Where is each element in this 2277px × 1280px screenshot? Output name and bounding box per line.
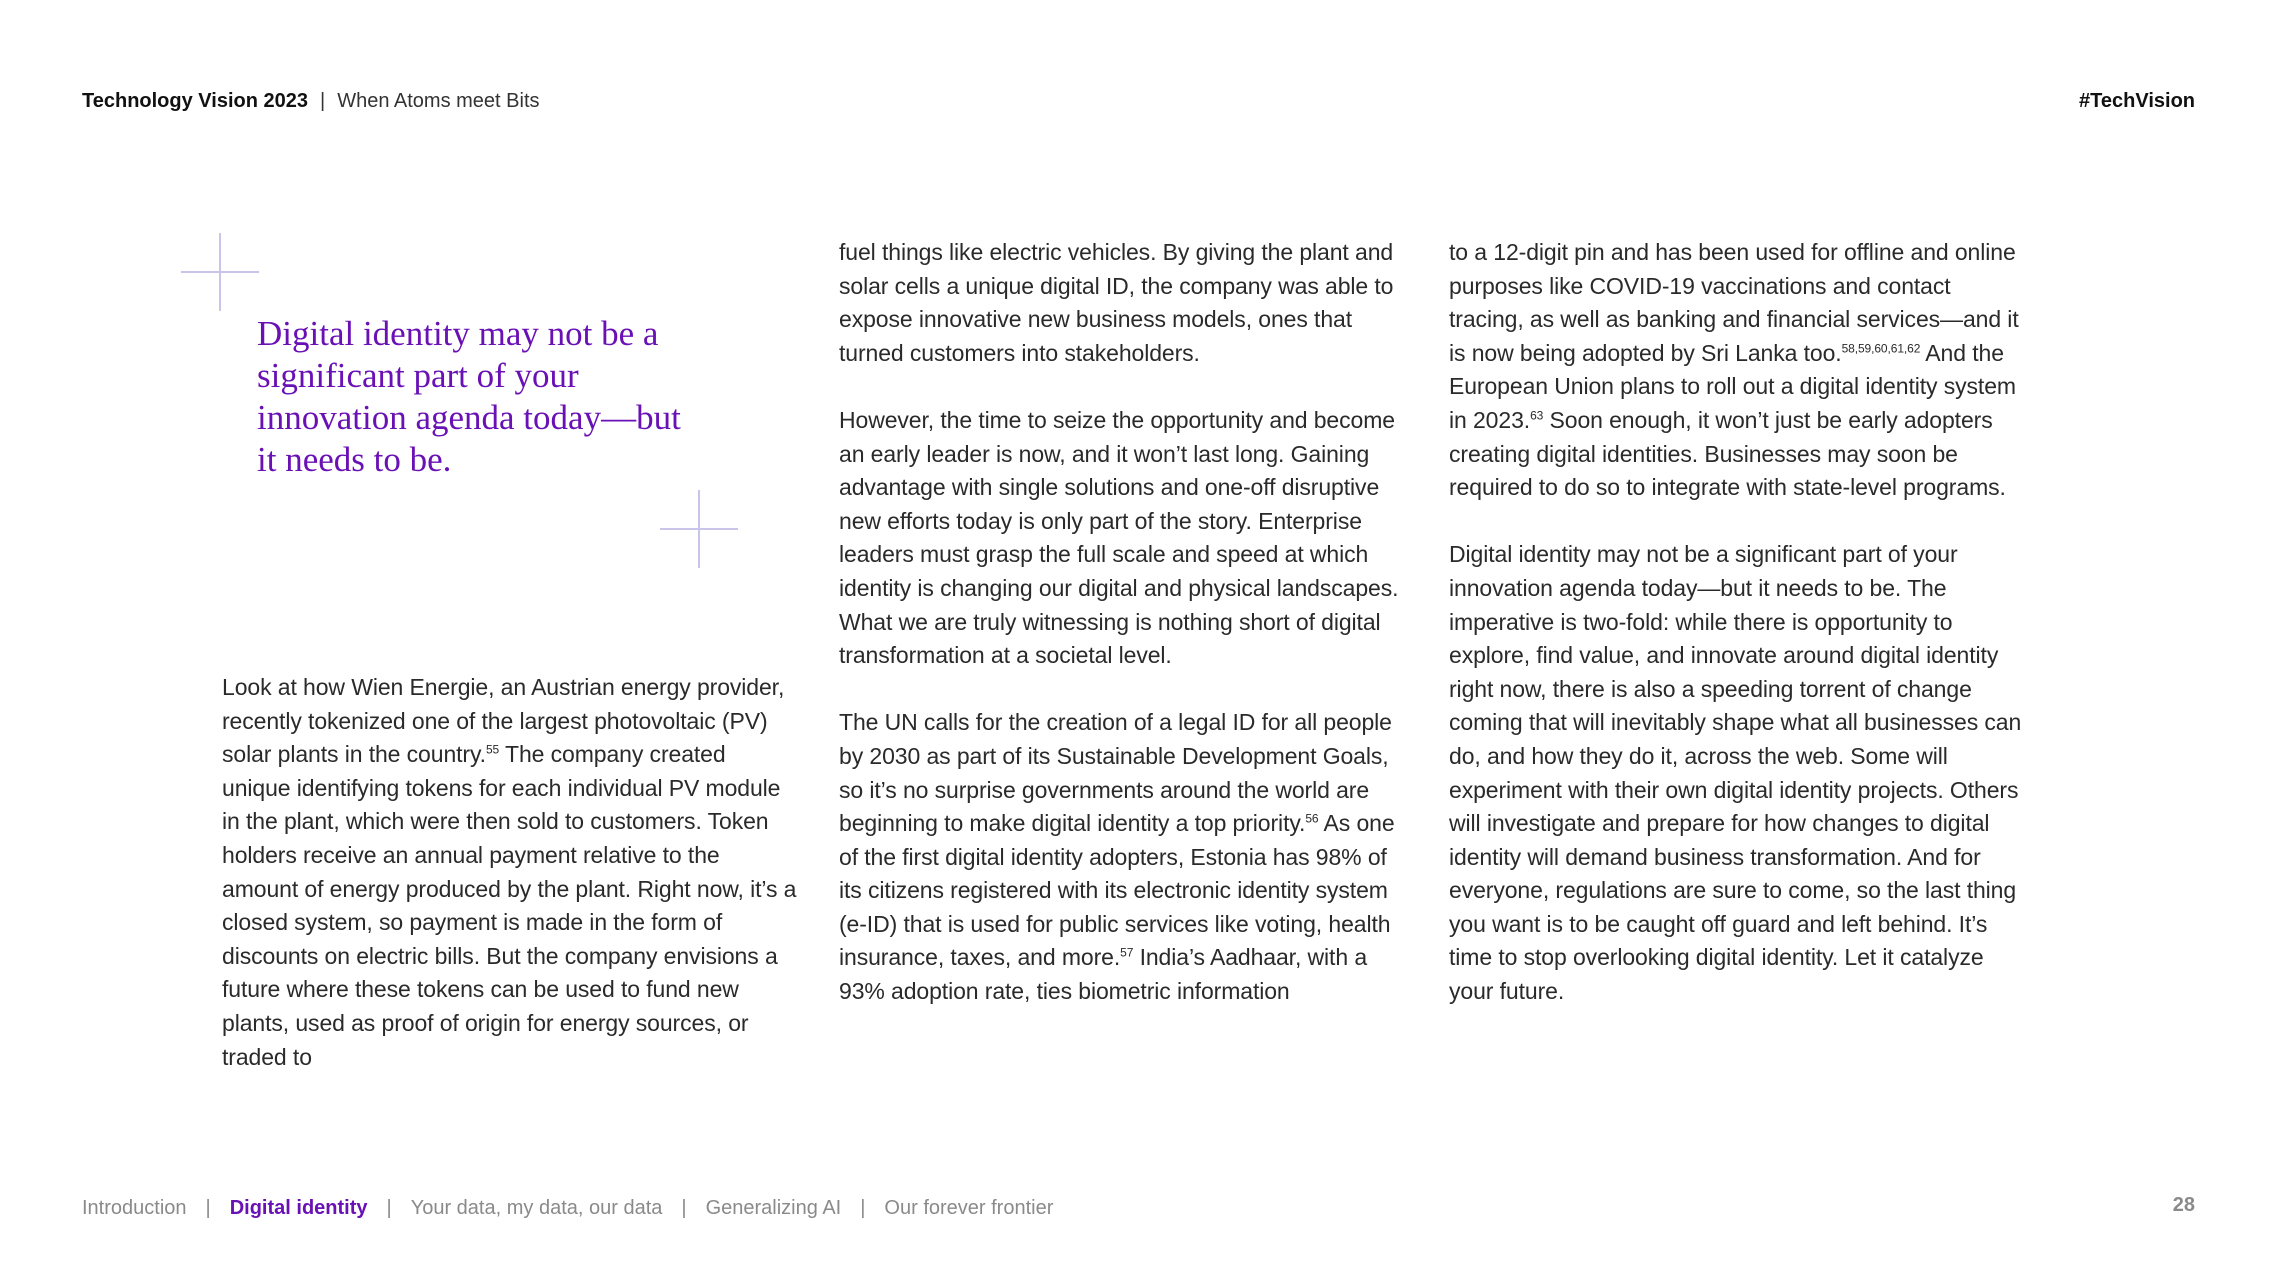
footnote-ref[interactable]: 57 <box>1120 945 1134 960</box>
text-run: The company created unique identifying tokens for each individual PV module in the plant, which were then sold to customers. Token holders receive an annual payment relative to the amount of energy produced by the plant. Right now, it’s a closed system, so payment is made in the form of discounts on electric bills. But the company envisions a future where these tokens can be used to fund new plants, used as proof of origin for energy sources, or traded to <box>222 741 797 1070</box>
nav-separator: | <box>205 1196 211 1219</box>
paragraph <box>839 706 1414 1008</box>
nav-item-introduction[interactable]: Introduction <box>82 1196 187 1219</box>
header-left <box>82 90 540 113</box>
text-column-3 <box>1449 236 2024 1009</box>
text-run: Look at how Wien Energie, an Austrian energy provider, recently tokenized one of the largest photovoltaic (PV) solar plants in the country. <box>222 674 785 768</box>
text-run: And the European Union plans to roll out a digital identity system in 2023. <box>1449 339 2016 433</box>
nav-item-digital-identity[interactable]: Digital identity <box>229 1196 368 1219</box>
page-number: 28 <box>2172 1194 2195 1216</box>
nav-item-forever-frontier[interactable]: Our forever frontier <box>884 1196 1054 1219</box>
text-run: As one of the first digital identity adopters, Estonia has 98% of its citizens registered with its electronic identity system (e-ID) that is used for public services like voting, health insurance, taxes, and more. <box>839 810 1395 971</box>
text-run: Soon enough, it won’t just be early adopters creating digital identities. Businesses may soon be required to do so to integrate with state-level programs. <box>1449 406 2006 501</box>
nav-separator: | <box>681 1196 687 1219</box>
text-run: to a 12-digit pin and has been used for offline and online purposes like COVID-19 vaccinations and contact tracing, as well as banking and financial services—and it is now being adopted by Sri Lanka too. <box>1449 239 2019 366</box>
nav-separator: | <box>860 1196 866 1219</box>
footnote-ref[interactable]: 55 <box>485 742 500 757</box>
header-separator: | <box>320 89 326 112</box>
text-run: India’s Aadhaar, with a 93% adoption rate, ties biometric information <box>839 944 1368 1005</box>
nav-separator: | <box>386 1196 392 1219</box>
document-title: Technology Vision 2023 <box>82 89 308 112</box>
nav-item-your-data[interactable]: Your data, my data, our data <box>410 1196 663 1219</box>
paragraph: Digital identity may not be a significant part of your innovation agenda today—but it needs to be. The imperative is two-fold: while there is opportunity to explore, find value, and innovate around digital identity right now, there is also a speeding torrent of change coming that will inevitably shape what all businesses can do, and how they do it, across the web. Some will experiment with their own digital identity projects. Others will investigate and prepare for how changes to digital identity will demand business transformation. And for everyone, regulations are sure to come, so the last thing you want is to be caught off guard and left behind. It’s time to stop overlooking digital identity. Let it catalyze your future. <box>1449 541 2022 1005</box>
hashtag: #TechVision <box>2079 89 2195 112</box>
paragraph: fuel things like electric vehicles. By giving the plant and solar cells a unique digital ID, the company was able to expose innovative new business models, ones that turned customers into stakeholders. <box>839 239 1394 366</box>
pull-quote: Digital identity may not be a significant part of your innovation agenda today—but it needs to be. <box>257 314 681 479</box>
footnote-ref[interactable]: 63 <box>1530 408 1544 423</box>
chapter-nav <box>82 1194 1053 1222</box>
footnote-ref[interactable]: 56 <box>1305 811 1319 826</box>
text-run: The UN calls for the creation of a legal ID for all people by 2030 as part of its Sustainable Development Goals, so it’s no surprise governments around the world are beginning to make digital identity a top priority. <box>839 709 1392 837</box>
paragraph <box>1449 236 2024 505</box>
text-column-1 <box>222 671 797 1074</box>
paragraph: However, the time to seize the opportunity and become an early leader is now, and it won’t last long. Gaining advantage with single solutions and one-off disruptive new efforts today is only part of the story. Enterprise leaders must grasp the full scale and speed at which identity is changing our digital and physical landscapes. What we are truly witnessing is nothing short of digital transformation at a societal level. <box>839 406 1399 669</box>
decorative-cross-icon <box>181 233 259 311</box>
page-header <box>82 86 2195 116</box>
text-column-2 <box>839 236 1414 1009</box>
nav-item-generalizing-ai[interactable]: Generalizing AI <box>705 1196 842 1219</box>
footnote-ref[interactable]: 58,59,60,61,62 <box>1841 341 1921 356</box>
document-subtitle: When Atoms meet Bits <box>337 89 540 112</box>
paragraph <box>222 671 797 1074</box>
decorative-cross-icon <box>660 490 738 568</box>
